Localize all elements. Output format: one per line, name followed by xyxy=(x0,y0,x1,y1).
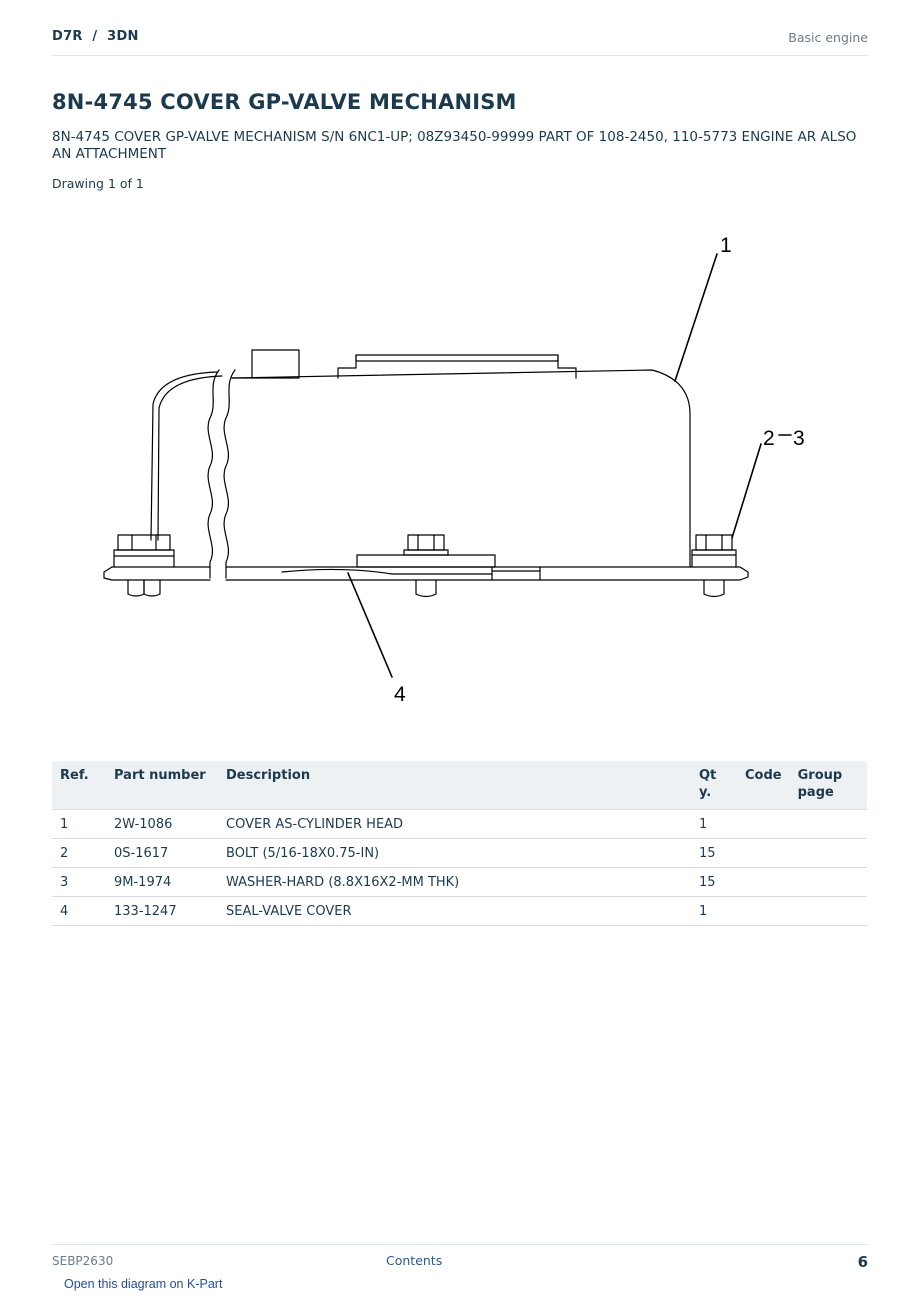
leader-lines xyxy=(348,254,791,677)
code-cell xyxy=(737,897,790,926)
qty-cell: 15 xyxy=(691,839,737,868)
description-cell: COVER AS-CYLINDER HEAD xyxy=(218,810,691,839)
col-part-number: Part number xyxy=(106,761,218,810)
table-header-row xyxy=(52,761,867,810)
ref-cell: 4 xyxy=(52,897,106,926)
ref-cell: 1 xyxy=(52,810,106,839)
parts-table-body xyxy=(52,810,867,926)
contents-link[interactable]: Contents xyxy=(386,1253,443,1268)
group-page-cell xyxy=(790,810,867,839)
group-page-cell xyxy=(790,839,867,868)
code-cell xyxy=(737,810,790,839)
document-number: SEBP2630 xyxy=(52,1254,114,1268)
ref-cell: 2 xyxy=(52,839,106,868)
page-footer xyxy=(52,1244,868,1295)
callout-2: 2 xyxy=(763,427,775,450)
col-qty xyxy=(691,761,737,810)
part-number-cell: 133-1247 xyxy=(106,897,218,926)
description-cell: SEAL-VALVE COVER xyxy=(218,897,691,926)
description-cell: WASHER-HARD (8.8X16X2-MM THK) xyxy=(218,868,691,897)
callout-1: 1 xyxy=(720,234,732,257)
bolt-middle xyxy=(404,535,448,597)
page-title: 8N-4745 COVER GP-VALVE MECHANISM xyxy=(52,90,517,114)
parts-diagram xyxy=(52,222,868,722)
assembly-description: 8N-4745 COVER GP-VALVE MECHANISM S/N 6NC1-UP; 08Z93450-99999 PART OF 108-2450, 110-5773 ENGINE AR ALSO AN ATTACHMENT xyxy=(52,129,857,162)
col-description: Description xyxy=(218,761,691,810)
valve-cover-body xyxy=(151,370,690,566)
col-group-page: Group page xyxy=(790,761,867,810)
code-cell xyxy=(737,868,790,897)
cover-top-boss xyxy=(252,350,576,378)
code-cell xyxy=(737,839,790,868)
base-flange xyxy=(104,555,748,580)
parts-table xyxy=(52,761,867,926)
callout-4: 4 xyxy=(394,683,406,706)
col-code: Code xyxy=(737,761,790,810)
drawing-label: Drawing 1 of 1 xyxy=(52,176,144,191)
table-row xyxy=(52,810,867,839)
table-row xyxy=(52,839,867,868)
description-cell: BOLT (5/16-18X0.75-IN) xyxy=(218,839,691,868)
section-name: Basic engine xyxy=(788,30,868,45)
bolt-right xyxy=(692,535,736,597)
group-page-cell xyxy=(790,897,867,926)
page-number: 6 xyxy=(857,1253,868,1271)
part-number-cell: 2W-1086 xyxy=(106,810,218,839)
callout-3: 3 xyxy=(793,427,805,450)
qty-cell: 15 xyxy=(691,868,737,897)
col-qty-label: Qty. xyxy=(699,768,717,800)
col-ref: Ref. xyxy=(52,761,106,810)
ref-cell: 3 xyxy=(52,868,106,897)
part-number-cell: 9M-1974 xyxy=(106,868,218,897)
part-number-cell: 0S-1617 xyxy=(106,839,218,868)
kpart-link[interactable]: Open this diagram on K-Part xyxy=(64,1277,223,1291)
qty-cell: 1 xyxy=(691,897,737,926)
break-lines xyxy=(208,370,235,578)
breadcrumb: D7R / 3DN xyxy=(52,29,139,44)
table-row xyxy=(52,897,867,926)
qty-cell: 1 xyxy=(691,810,737,839)
group-page-cell xyxy=(790,868,867,897)
page-header xyxy=(52,29,868,56)
bolt-left xyxy=(114,535,174,596)
table-row xyxy=(52,868,867,897)
